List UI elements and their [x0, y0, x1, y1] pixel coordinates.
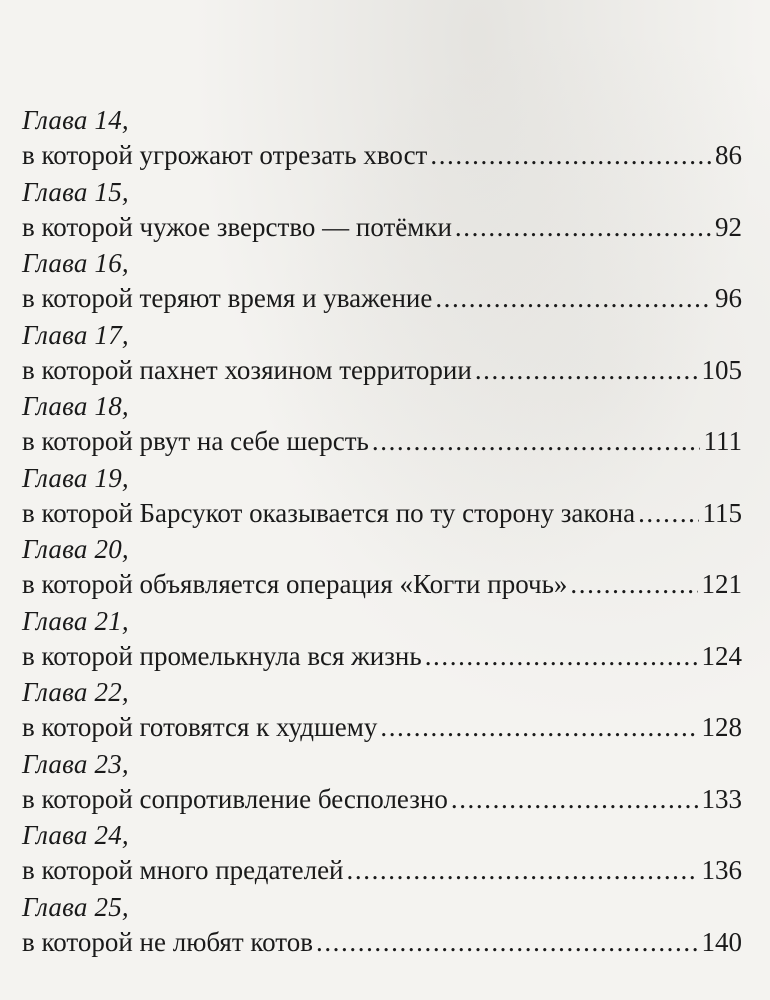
toc-entry — [22, 246, 742, 318]
toc-entry — [22, 890, 742, 962]
chapter-title-line — [22, 852, 742, 888]
dot-leader — [347, 852, 698, 888]
toc-entry — [22, 532, 742, 604]
chapter-label: Глава 22, — [22, 677, 129, 707]
chapter-title: в которой угрожают отрезать хвост — [22, 140, 428, 170]
chapter-title-line — [22, 209, 742, 245]
dot-leader — [638, 495, 698, 531]
chapter-title: в которой теряют время и уважение — [22, 283, 433, 313]
chapter-title: в которой Барсукот оказывается по ту сторону закона — [22, 497, 636, 528]
toc-entry — [22, 389, 742, 461]
page-number: 136 — [701, 855, 742, 885]
page-number: 111 — [703, 426, 742, 456]
toc-entry — [22, 675, 742, 747]
chapter-title-line — [22, 137, 742, 173]
dot-leader — [570, 566, 697, 602]
chapter-title: в которой рвут на себе шерсть — [22, 426, 369, 456]
chapter-label: Глава 16, — [22, 248, 129, 278]
chapter-label: Глава 18, — [22, 391, 129, 421]
chapter-label: Глава 23, — [22, 748, 129, 779]
toc-entry — [22, 103, 742, 175]
chapter-label: Глава 15, — [22, 176, 129, 207]
toc-entry — [22, 318, 742, 390]
page-number: 133 — [701, 783, 742, 814]
chapter-title: в которой промелькнула вся жизнь — [22, 640, 422, 671]
page-number: 105 — [701, 354, 742, 385]
page-number: 86 — [715, 140, 742, 170]
chapter-label: Глава 20, — [22, 534, 129, 564]
chapter-label: Глава 14, — [22, 105, 129, 135]
page-number: 140 — [701, 926, 742, 957]
dot-leader — [451, 781, 698, 817]
chapter-title-line — [22, 638, 742, 674]
chapter-title-line — [22, 495, 742, 531]
chapter-title-line — [22, 709, 742, 745]
chapter-title-line — [22, 352, 742, 388]
toc-entry — [22, 747, 742, 819]
chapter-title: в которой объявляется операция «Когти прочь» — [22, 569, 568, 599]
dot-leader — [455, 209, 711, 245]
dot-leader — [425, 638, 698, 674]
chapter-title-line — [22, 566, 742, 602]
dot-leader — [380, 709, 697, 745]
page-number: 92 — [715, 211, 742, 242]
chapter-title-line — [22, 781, 742, 817]
chapter-title: в которой готовятся к худшему — [22, 712, 378, 742]
page-number: 115 — [702, 497, 742, 528]
page-number: 128 — [701, 712, 742, 742]
chapter-title-line — [22, 924, 742, 960]
chapter-title: в которой чужое зверство — потёмки — [22, 211, 452, 242]
chapter-label: Глава 19, — [22, 462, 129, 493]
chapter-title: в которой не любят котов — [22, 926, 313, 957]
dot-leader — [316, 924, 698, 960]
chapter-label: Глава 25, — [22, 891, 129, 922]
dot-leader — [475, 352, 698, 388]
page-number: 124 — [701, 640, 742, 671]
chapter-label: Глава 21, — [22, 605, 129, 636]
page-number: 96 — [715, 283, 742, 313]
toc-entry — [22, 461, 742, 533]
toc-entry — [22, 818, 742, 890]
chapter-title: в которой много предателей — [22, 855, 344, 885]
chapter-title-line — [22, 280, 742, 316]
page-number: 121 — [701, 569, 742, 599]
table-of-contents — [22, 103, 742, 961]
chapter-label: Глава 24, — [22, 820, 129, 850]
toc-entry — [22, 604, 742, 676]
chapter-title: в которой пахнет хозяином территории — [22, 354, 472, 385]
dot-leader — [372, 423, 700, 459]
dot-leader — [435, 280, 711, 316]
toc-entry — [22, 175, 742, 247]
chapter-title-line — [22, 423, 742, 459]
chapter-title: в которой сопротивление бесполезно — [22, 783, 448, 814]
chapter-label: Глава 17, — [22, 319, 129, 350]
dot-leader — [430, 137, 711, 173]
